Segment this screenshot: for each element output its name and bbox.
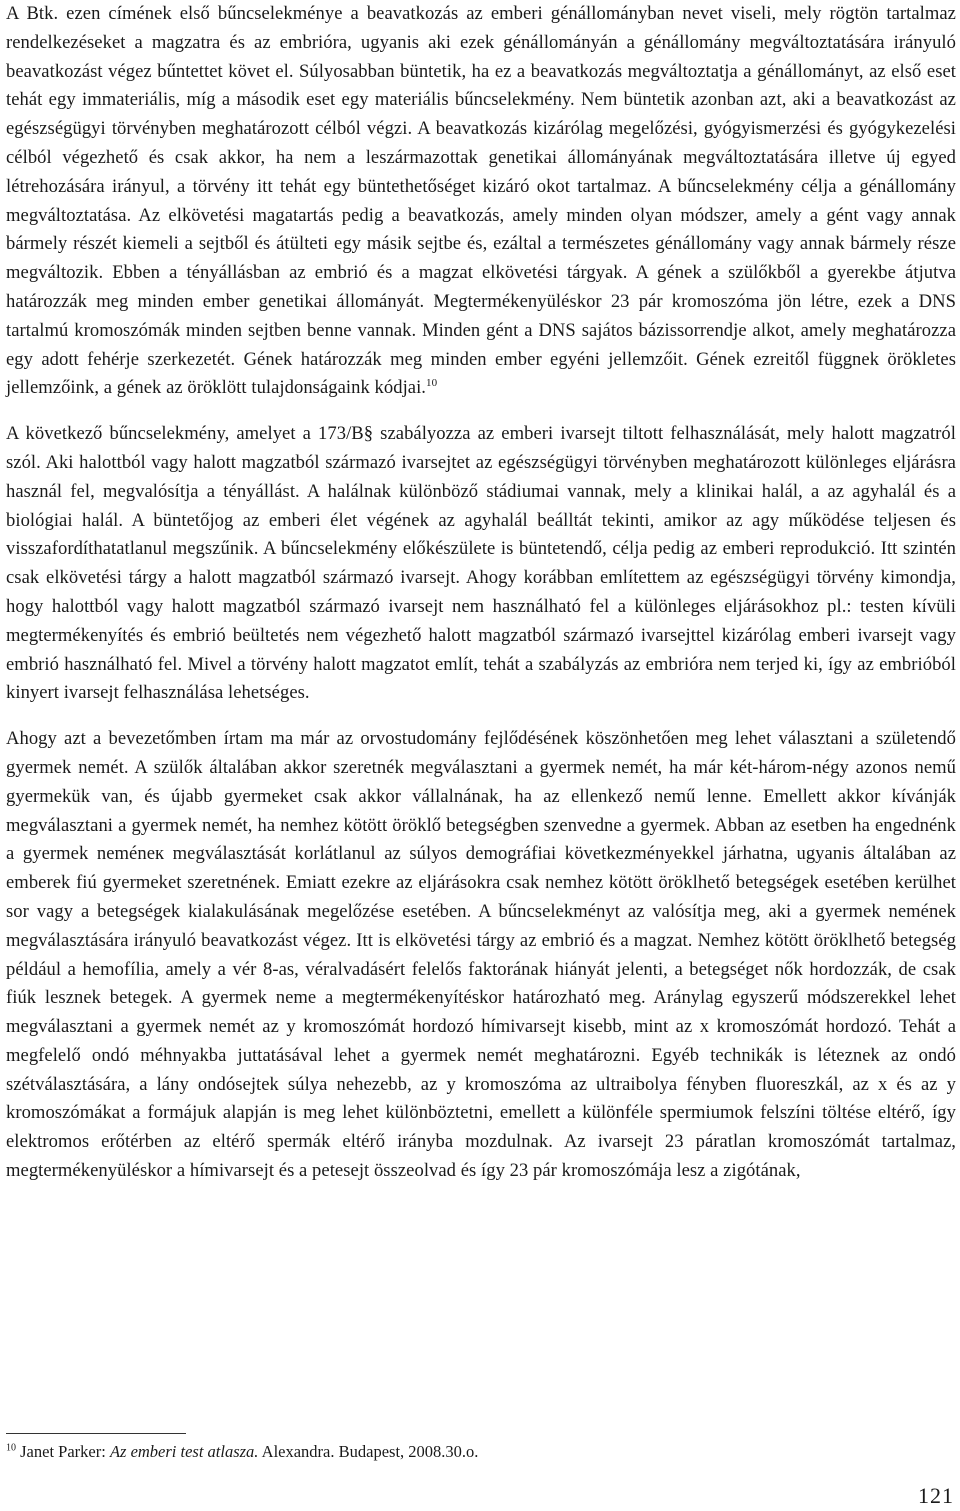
paragraph-text: A Btk. ezen címének első bűncselekménye a beavatkozás az emberi génállományban nevet viseli, mely rögtön tartalmaz rendelkezéseket a magzatra és az embrióra, ugyanis aki ezek génállományán a génállomány megváltoztatására irányuló beavatkozást végez bűntettet követ el. Súlyosabban büntetik, ha ez a beavatkozás megváltoztatja a génállományt, az első eset tehát egy immateriális, míg a második eset egy materiális bűncselekmény. Nem büntetik azonban azt, aki a beavatkozást az egészségügyi törvényben meghatározott célból végzi. A beavatkozás kizárólag megelőzési, gyógyismerzési és gyógykezelési célból végezhető és csak akkor, ha nem a leszármazottak genetikai állományának megváltoztatására illetve új egyed létrehozására irányul, a törvény itt tehát egy büntethetőséget kizáró okot tartalmaz. A bűncselekmény célja a génállomány megváltoztatása. Az elkövetési magatartás pedig a beavatkozás, amely minden olyan módszer, amely a gént vagy annak bármely részét kiemeli a sejtből és átülteti egy másik sejtbe és, ezáltal a természetes génállomány vagy annak bármely része megváltozik. Ebben a tényállásban az embrió és a magzat elkövetési tárgyak. A gének a szülőkből a gyerekbe átjutva határozzák meg minden ember genetikai állományát. Megtermékenyüléskor 23 pár kromoszóma jön létre, ezek a DNS tartalmú kromoszómák minden sejtben benne vannak. Minden gént a DNS sajátos bázissorrendje alkot, amely meghatározza egy adott fehérje szerkezetét. Gének határozzák meg minden ember egyéni jellemzőit. Gének ezreitől függnek örökletes jellemzőink, a gének az öröklött tulajdonságaink kódjai. [6,3,956,399]
footnote-book-title: Az emberi test atlasza. [109,1442,259,1461]
footnote-divider [6,1433,186,1434]
footnote-reference[interactable]: 10 [426,377,438,390]
paragraph-gamete-misuse [6,420,956,708]
paragraph-sex-selection [6,725,956,1186]
footnote [6,1441,478,1463]
footnote-publication: Alexandra. Budapest, 2008.30.o. [258,1442,479,1461]
page-number: 121 [918,1483,954,1508]
document-body [6,0,956,1186]
paragraph-genetic-intervention [6,0,956,403]
paragraph-text: A következő bűncselekmény, amelyet a 173/B§ szabályozza az emberi ivarsejt tiltott felhasználását, mely halott magzatról szól. Aki halottból vagy halott magzatból származó ivarsejtet az egészségügyi törvényben meghatározott különleges eljárásra használ fel, megvalósítja a tényállást. A halálnak különböző stádiumai vannak, mely a klinikai halál, a az agyhalál és a biológiai halál. A büntetőjog az emberi élet végének az agyhalál beálltát tekinti, amikor az agy működése teljesen és visszafordíthatatlanul megszűnik. A bűncselekmény előkészülete is büntetendő, célja pedig az emberi reprodukció. Itt szintén csak elkövetési tárgy a halott magzatból származó ivarsejt. Ahogy korábban említettem az egészségügyi törvény kimondja, hogy halottból vagy halott magzatból származó ivarsejt nem használható fel a különleges eljárásokhoz pl.: testen kívüli megtermékenyítés és embrió beültetés nem végezhető halott magzatból származó ivarsejttel kizárólag emberi ivarsejt vagy embrió használható fel. Mivel a törvény halott magzatot említ, tehát a szabályzás az embrióra nem terjed ki, így az embrióból kinyert ivarsejt felhasználása lehetséges. [6,423,956,704]
footnote-author: Janet Parker: [20,1442,110,1461]
paragraph-text: Ahogy azt a bevezetőmben írtam ma már az orvostudomány fejlődésének köszönhetően meg lehet választani a születendő gyermek nemét. A szülők általában akkor szeretnék megválasztani a gyermek nemét, ha már két-három-négy azonos nemű gyermekük van, és újabb gyermeket csak akkor vállalnának, ha az ellenkező nemű lenne. Emellett akkor kívánják megválasztani a gyermek nemét, ha nemhez kötött öröklő betegségben szenvedne a gyermek. Abban az esetben ha engednénk a gyermek neméneк megválasztását korlátlanul az súlyos demográfiai következményekkel járhatna, ugyanis általában az emberek fiú gyermeket szeretnének. Emiatt ezekre az eljárásokra csak nemhez kötött öröklhető betegségek esetében kerülhet sor vagy a betegségek kialakulásának megelőzése esetében. A bűncselekményt az valósítja meg, aki a gyermek nemének megválasztására irányuló beavatkozást végez. Itt is elkövetési tárgy az embrió és a magzat. Nemhez kötött öröklhető betegség például a hemofília, amely a vér 8-as, véralvadásért felelős faktorának hiányát jelenti, a betegséget nők hordozzák, de csak fiúk lesznek betegek. A gyermek neme a megtermékenyítéskor határozható meg. Aránylag egyszerű módszerekkel lehet megválasztani a gyermek nemét az y kromoszómát hordozó hímivarsejt kisebb, mint az x kromoszómát hordozó. Tehát a megfelelő ondó méhnyakba juttatásával lehet a gyermek nemét meghatározni. Egyéb technikák is léteznek az ondó szétválasztására, a lány ondósejtek súlya nehezebb, az y kromoszóma az ultraibolya fényben fluoreszkál, az x és az y kromoszómákat a formájuk alapján is meg lehet különböztetni, emellett a különféle spermiumok felszíni töltése eltérő, így elektromos erőtérben az eltérő spermák eltérő irányba mozdulnak. Az ivarsejt 23 páratlan kromoszómát tartalmaz, megtermékenyüléskor a hímivarsejt és a petesejt összeolvad és így 23 pár kromoszómája lesz a zigótának, [6,728,956,1182]
footnote-number: 10 [6,1442,16,1454]
